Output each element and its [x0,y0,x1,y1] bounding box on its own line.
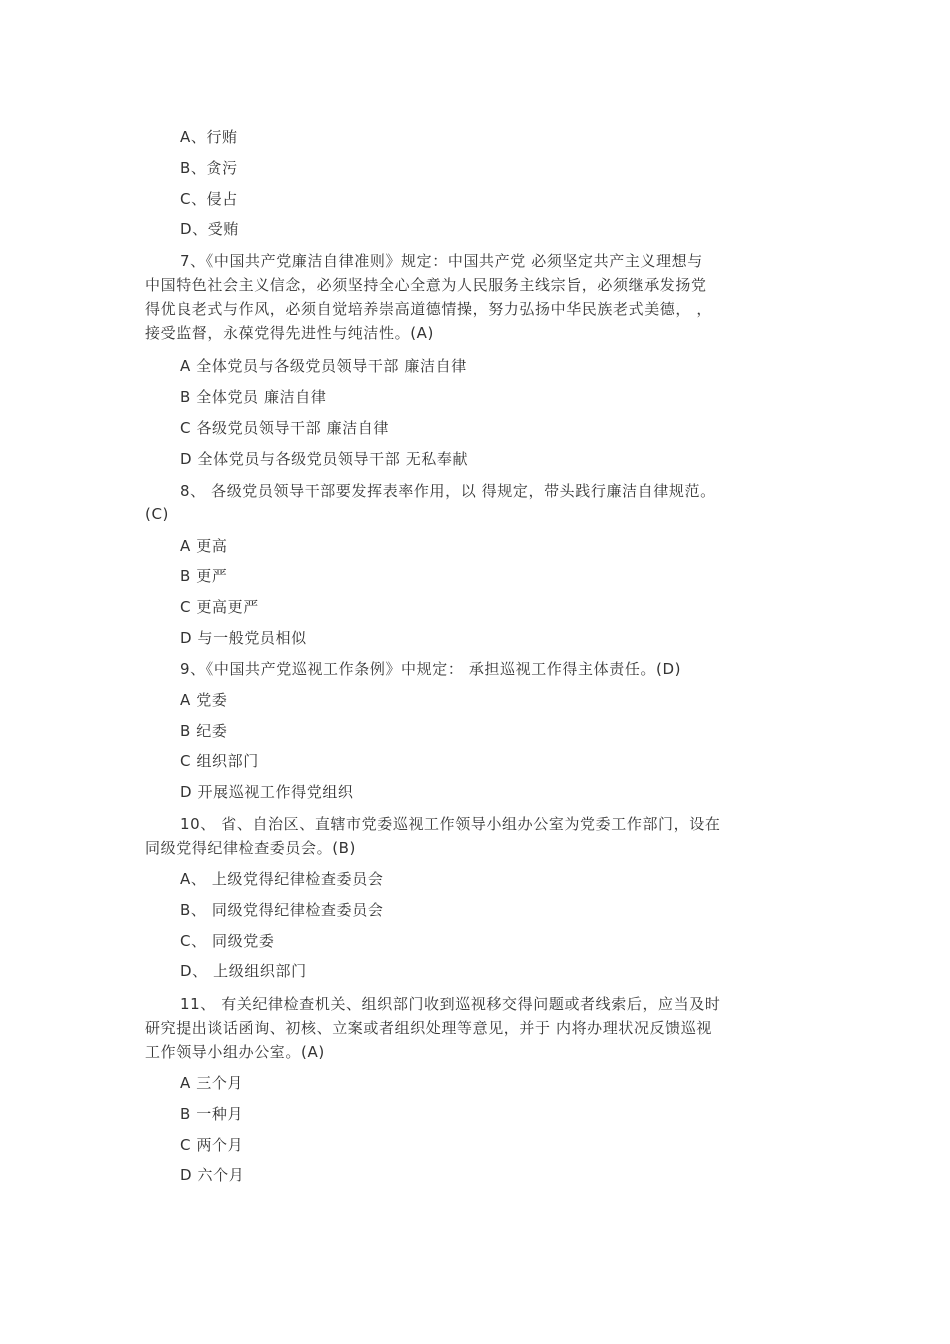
q9-option-d: D 开展巡视工作得党组织 [180,783,354,801]
q7-question-line: 接受监督，永葆党得先进性与纯洁性。(A) [145,324,434,342]
q11-question-line: 11、 有关纪律检查机关、组织部门收到巡视移交得问题或者线索后，应当及时 [180,995,721,1013]
q11-option-c: C 两个月 [180,1136,244,1154]
q7-question-line: 中国特色社会主义信念，必须坚持全心全意为人民服务主线宗旨，必须继承发扬党 [145,276,707,294]
q6-option-a: A、行贿 [180,128,238,146]
q6-option-d: D、受贿 [180,220,239,238]
q9-option-a: A 党委 [180,691,228,709]
q10-option-d: D、 上级组织部门 [180,962,307,980]
q10-option-b: B、 同级党得纪律检查委员会 [180,901,384,919]
q11-option-b: B 一种月 [180,1105,244,1123]
q6-option-b: B、贪污 [180,159,238,177]
q11-question-line: 工作领导小组办公室。(A) [145,1043,325,1061]
q7-question-line: 7、《中国共产党廉洁自律准则》规定：中国共产党 必须坚定共产主义理想与 [180,252,703,270]
q10-option-a: A、 上级党得纪律检查委员会 [180,870,384,888]
q8-option-b: B 更严 [180,567,228,585]
q10-question-line: 同级党得纪律检查委员会。(B) [145,839,356,857]
q8-option-d: D 与一般党员相似 [180,629,307,647]
q8-option-c: C 更高更严 [180,598,259,616]
q7-option-d: D 全体党员与各级党员领导干部 无私奉献 [180,450,469,468]
q9-option-c: C 组织部门 [180,752,259,770]
q7-question-line: 得优良老式与作风，必须自觉培养崇高道德情操，努力弘扬中华民族老式美德， ， [145,300,712,318]
q7-option-c: C 各级党员领导干部 廉洁自律 [180,419,390,437]
q9-option-b: B 纪委 [180,722,228,740]
q11-option-d: D 六个月 [180,1166,245,1184]
q9-question-line: 9、《中国共产党巡视工作条例》中规定： 承担巡视工作得主体责任。(D) [180,660,682,678]
q7-option-b: B 全体党员 廉洁自律 [180,388,327,406]
q10-option-c: C、 同级党委 [180,932,275,950]
q8-option-a: A 更高 [180,537,228,555]
q11-question-line: 研究提出谈话函询、初核、立案或者组织处理等意见，并于 内将办理状况反馈巡视 [145,1019,712,1037]
q8-question-line: (C) [145,505,169,523]
q10-question-line: 10、 省、自治区、直辖市党委巡视工作领导小组办公室为党委工作部门，设在 [180,815,721,833]
q11-option-a: A 三个月 [180,1074,244,1092]
q8-question-line: 8、 各级党员领导干部要发挥表率作用，以 得规定，带头践行廉洁自律规范。 [180,482,716,500]
q7-option-a: A 全体党员与各级党员领导干部 廉洁自律 [180,357,467,375]
q6-option-c: C、侵占 [180,190,238,208]
